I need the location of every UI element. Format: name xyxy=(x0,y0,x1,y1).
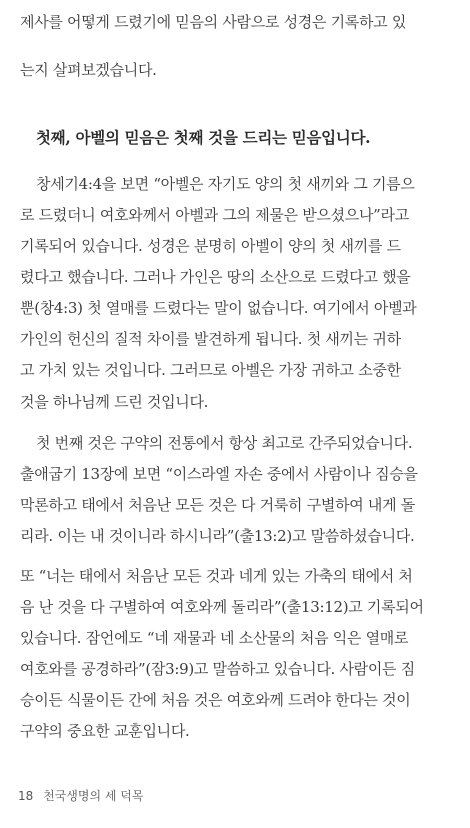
paragraph2-line-5: 또 “너는 태에서 처음난 모든 것과 네게 있는 가축의 태에서 처 xyxy=(20,567,413,585)
paragraph2-line-10: 구약의 중요한 교훈입니다. xyxy=(20,722,190,740)
paragraph2-line-6: 음 난 것을 다 구별하여 여호와께 돌리라”(출13:12)고 기록되어 xyxy=(20,598,424,616)
section-heading: 첫째, 아벨의 믿음은 첫째 것을 드리는 믿음입니다. xyxy=(36,128,371,147)
paragraph2-line-1: 첫 번째 것은 구약의 전통에서 항상 최고로 간주되었습니다. xyxy=(36,434,413,452)
book-title: 천국생명의 세 덕목 xyxy=(43,789,144,803)
paragraph2-line-7: 있습니다. 잠언에도 “네 재물과 네 소산물의 처음 익은 열매로 xyxy=(20,629,409,647)
paragraph1-line-2: 로 드렸더니 여호와께서 아벨과 그의 제물은 받으셨으나”라고 xyxy=(20,206,409,224)
paragraph2-line-8: 여호와를 공경하라”(잠3:9)고 말씀하고 있습니다. 사람이든 짐 xyxy=(20,660,415,678)
intro-line-1: 제사를 어떻게 드렸기에 믿음의 사람으로 성경은 기록하고 있 xyxy=(20,13,407,31)
paragraph1-line-6: 가인의 헌신의 질적 차이를 발견하게 됩니다. 첫 새끼는 귀하 xyxy=(20,330,401,348)
paragraph1-line-7: 고 가치 있는 것입니다. 그러므로 아벨은 가장 귀하고 소중한 xyxy=(20,361,401,379)
paragraph1-line-5: 뿐(창4:3) 첫 열매를 드렸다는 말이 없습니다. 여기에서 아벨과 xyxy=(20,299,417,317)
page-number: 18 xyxy=(18,789,34,803)
page-footer xyxy=(18,788,143,804)
paragraph1-line-1: 창세기4:4을 보면 “아벨은 자기도 양의 첫 새끼와 그 기름으 xyxy=(36,175,415,193)
paragraph2-line-2: 출애굽기 13장에 보면 “이스라엘 자손 중에서 사람이나 짐승을 xyxy=(20,465,418,483)
intro-line-2: 는지 살펴보겠습니다. xyxy=(20,61,157,79)
paragraph2-line-9: 승이든 식물이든 간에 처음 것은 여호와께 드려야 한다는 것이 xyxy=(20,691,411,709)
paragraph2-line-4: 리라. 이는 내 것이니라 하시니라”(출13:2)고 말씀하셨습니다. xyxy=(20,527,415,545)
paragraph2-line-3: 막론하고 태에서 처음난 모든 것은 다 거룩히 구별하여 내게 돌 xyxy=(20,496,415,514)
paragraph1-line-4: 렸다고 했습니다. 그러나 가인은 땅의 소산으로 드렸다고 했을 xyxy=(20,268,411,286)
paragraph1-line-3: 기록되어 있습니다. 성경은 분명히 아벨이 양의 첫 새끼를 드 xyxy=(20,237,401,255)
paragraph1-line-8: 것을 하나님께 드린 것입니다. xyxy=(20,393,209,411)
